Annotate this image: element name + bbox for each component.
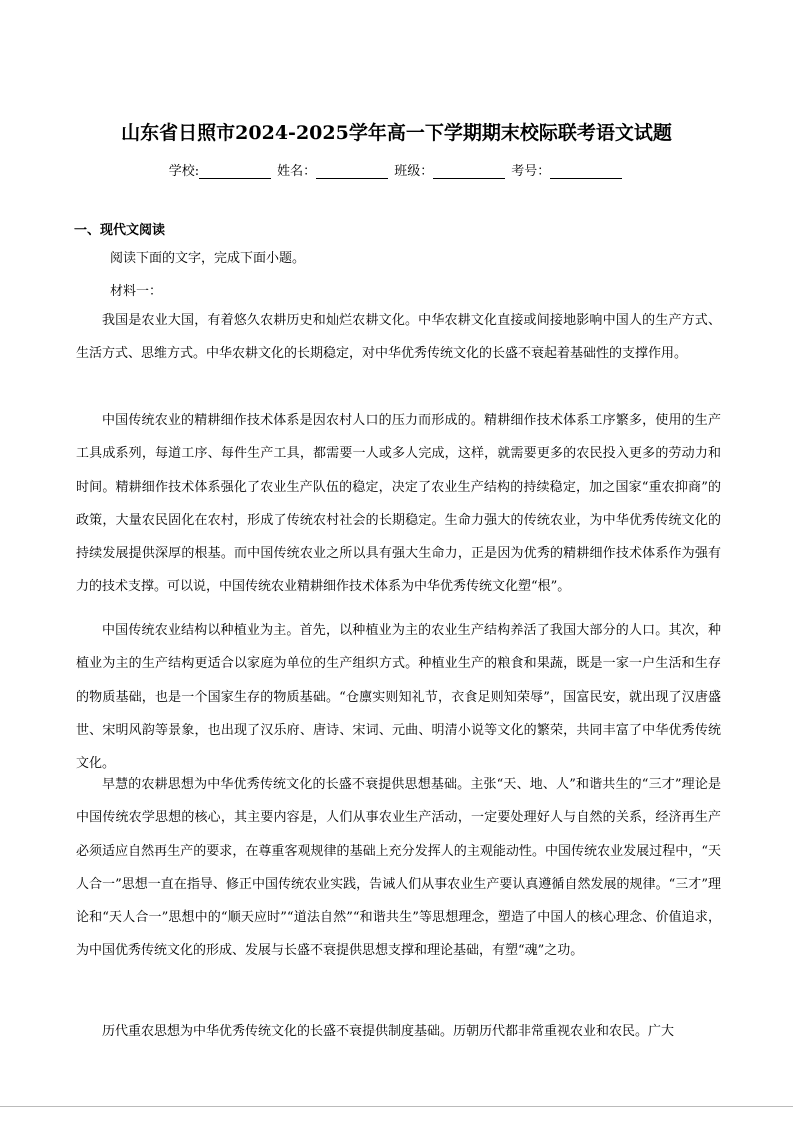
page-bottom-rule — [0, 1106, 793, 1107]
reading-instruction: 阅读下面的文字，完成下面小题。 — [110, 251, 306, 266]
page-title: 山东省日照市2024-2025学年高一下学期期末校际联考语文试题 — [121, 122, 672, 144]
material-label: 材料一： — [110, 284, 163, 299]
paragraph-5: 历代重农思想为中华优秀传统文化的长盛不衰提供制度基础。历朝历代都非常重视农业和农民。广大 — [102, 1024, 675, 1039]
school-label: 学校: — [168, 164, 200, 179]
paragraph-1: 我国是农业大国，有着悠久农耕历史和灿烂农耕文化。中华农耕文化直接或间接地影响中国人的生产方式、生活方式、思维方式。中华农耕文化的长期稳定，对中华优秀传统文化的长盛不衰起着基础性的支撑作用。 — [76, 313, 721, 362]
name-label: 姓名： — [277, 164, 317, 179]
paragraph-3: 中国传统农业结构以种植业为主。首先，以种植业为主的农业生产结构养活了我国大部分的人口。其次，种植业为主的生产结构更适合以家庭为单位的生产组织方式。种植业生产的粮食和果蔬，既是一家一户生活和生存的物质基础，也是一个国家生存的物质基础。“仓廪实则知礼节，衣食足则知荣辱”，国富民安，就出现了汉唐盛世、宋明风韵等景象，也出现了汉乐府、唐诗、宋词、元曲、明清小说等文化的繁荣，共同丰富了中华优秀传统文化。 — [76, 623, 721, 772]
paragraph-4: 早慧的农耕思想为中华优秀传统文化的长盛不衰提供思想基础。主张“天、地、人”和谐共生的“三才”理论是中国传统农学思想的核心，其主要内容是，人们从事农业生产活动，一定要处理好人与自然的关系，经济再生产必须适应自然再生产的要求，在尊重客观规律的基础上充分发挥人的主观能动性。中国传统农业发展过程中，“天人合一”思想一直在指导、修正中国传统农业实践，告诫人们从事农业生产要认真遵循自然发展的规律。“三才”理论和“天人合一”思想中的“顺天应时”“道法自然”“和谐共生”等思想理念，塑造了中国人的核心理念、价值追求，为中国优秀传统文化的形成、发展与长盛不衰提供思想支撑和理论基础，有塑“魂”之功。 — [76, 777, 721, 959]
section-heading: 一、现代文阅读 — [74, 223, 166, 238]
student-info-line — [0, 160, 793, 179]
class-blank[interactable] — [433, 164, 505, 179]
name-blank[interactable] — [316, 164, 388, 179]
school-blank[interactable] — [199, 164, 271, 179]
class-label: 班级： — [394, 164, 434, 179]
exam-number-blank[interactable] — [550, 164, 622, 179]
paragraph-2: 中国传统农业的精耕细作技术体系是因农村人口的压力而形成的。精耕细作技术体系工序繁多，使用的生产工具成系列，每道工序、每件生产工具，都需要一人或多人完成，这样，就需要更多的农民投入更多的劳动力和时间。精耕细作技术体系强化了农业生产队伍的稳定，决定了农业生产结构的持续稳定，加之国家“重农抑商”的政策，大量农民固化在农村，形成了传统农村社会的长期稳定。生命力强大的传统农业，为中华优秀传统文化的持续发展提供深厚的根基。而中国传统农业之所以具有强大生命力，正是因为优秀的精耕细作技术体系作为强有力的技术支撑。可以说，中国传统农业精耕细作技术体系为中华优秀传统文化塑“根”。 — [76, 413, 721, 595]
exam-number-label: 考号： — [511, 164, 551, 179]
